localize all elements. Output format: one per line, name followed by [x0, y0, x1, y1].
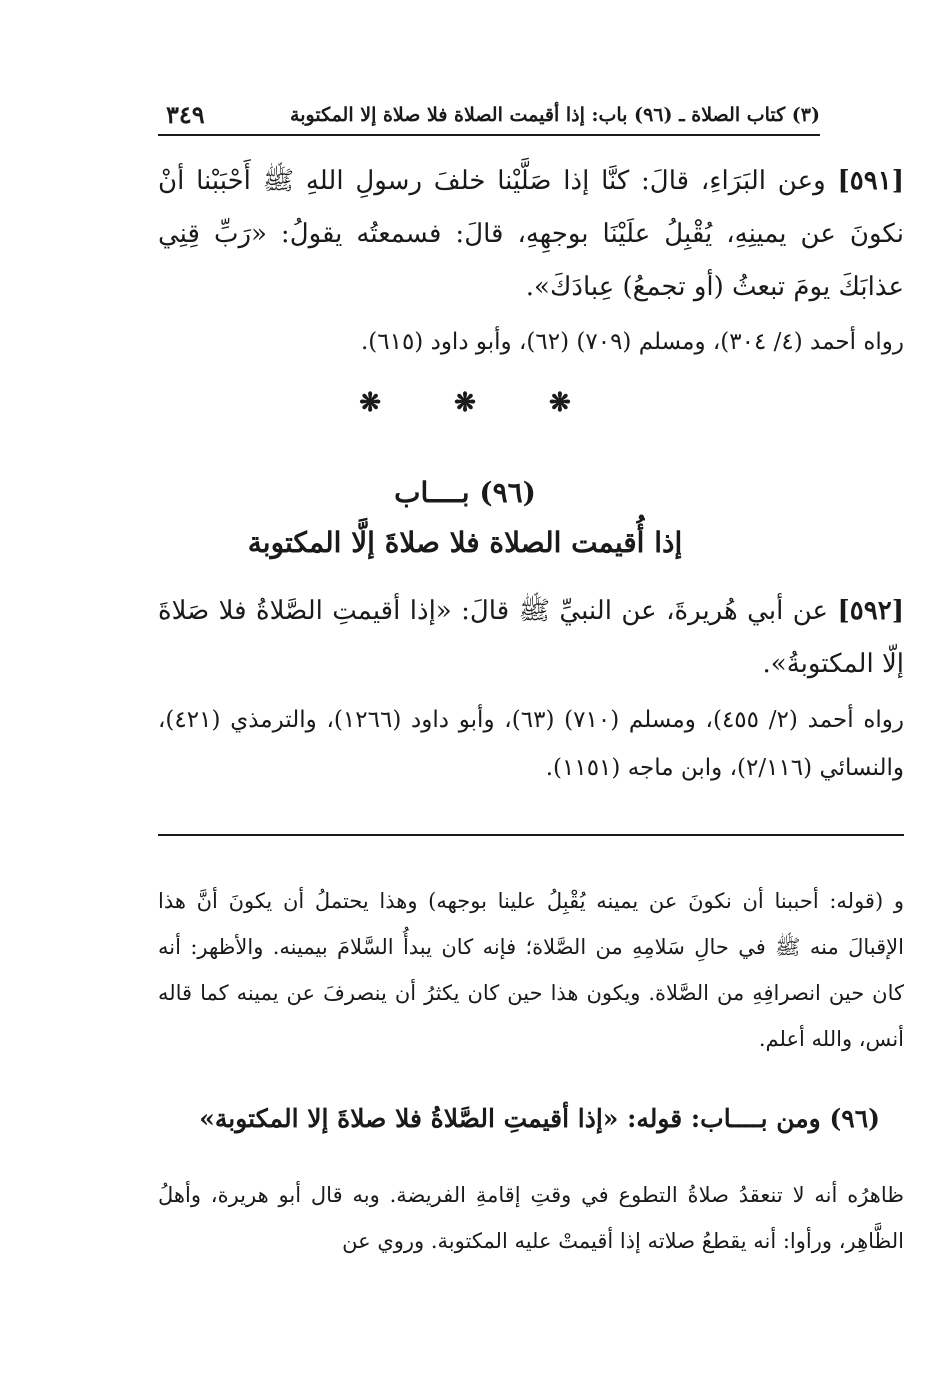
hadith-text: عن أبي هُريرةَ، عن النبيِّ ﷺ قالَ: «إذا أقيمتِ الصَّلاةُ فلا صَلاةَ إلّا المكتوبةُ». — [158, 596, 904, 679]
commentary-text: و (قوله: أحببنا أن نكونَ عن يمينه يُقْبِلُ علينا بوجهه) وهذا يحتملُ أن يكونَ أنَّ هذا الإقبالَ منه ﷺ في حالِ سَلامِهِ من الصَّلاة؛ فإنه كان يبدأُ السَّلامَ بيمينه. والأظهر: أنه كان حين انصرافِهِ من الصَّلاة. ويكون هذا حين كان يكثرُ أن ينصرفَ عن يمينه كما قاله أنس، والله أعلم. — [158, 889, 904, 1051]
hadith-592 — [158, 585, 904, 691]
star-ornament: ❋ — [548, 388, 571, 418]
hadith-number: [٥٩٢] — [837, 596, 905, 626]
takhrij-text: رواه أحمد (٤/ ٣٠٤)، ومسلم (٧٠٩) (٦٢)، وأبو داود (٦١٥). — [360, 329, 904, 355]
commentary-592 — [158, 1172, 904, 1264]
takhrij-592 — [158, 696, 904, 792]
running-title: (٣) كتاب الصلاة ـ (٩٦) باب: إذا أقيمت الصلاة فلا صلاة إلا المكتوبة — [290, 104, 820, 126]
hadith-text: وعن البَرَاءِ، قالَ: كنَّا إذا صَلَّيْنا خلفَ رسولِ اللهِ ﷺ أَحْبَبْنا أنْ نكونَ عن يمينِهِ، يُقْبِلُ علَيْنَا بوجهِهِ، قالَ: فسمعتُه يقولُ: «رَبِّ قِنِي عذابَكَ يومَ تبعثُ (أو تجمعُ) عِبادَكَ». — [158, 166, 904, 302]
page-number: ٣٤٩ — [166, 100, 205, 129]
running-header — [158, 98, 820, 136]
chapter-number: (٩٦) بــــاب — [394, 476, 536, 509]
section-divider-stars — [0, 388, 930, 418]
commentary-text: ظاهرُه أنه لا تنعقدُ صلاةُ التطوع في وقتِ إقامةِ الفريضة. وبه قال أبو هريرة، وأهلُ الظَّاهِر، ورأوا: أنه يقطعُ صلاته إذا أقيمتْ عليه المكتوبة. وروي عن — [158, 1183, 904, 1253]
chapter-title: إذا أُقيمت الصلاة فلا صلاةَ إلَّا المكتوبة — [247, 526, 683, 559]
commentary-591 — [158, 878, 904, 1062]
commentary-heading: (٩٦) ومن بــــاب: قوله: «إذا أقيمتِ الصَّلاةُ فلا صلاةَ إلا المكتوبة» — [199, 1104, 880, 1133]
hadith-number: [٥٩١] — [837, 166, 904, 196]
footnote-separator — [158, 834, 904, 836]
star-ornament: ❋ — [359, 388, 382, 418]
takhrij-591 — [158, 318, 904, 366]
star-ornament: ❋ — [454, 388, 476, 418]
takhrij-text: رواه أحمد (٢/ ٤٥٥)، ومسلم (٧١٠) (٦٣)، وأبو داود (١٢٦٦)، والترمذي (٤٢١)، والنسائي (٢/١١٦)، وابن ماجه (١١٥١). — [158, 707, 905, 781]
hadith-591 — [158, 155, 904, 314]
